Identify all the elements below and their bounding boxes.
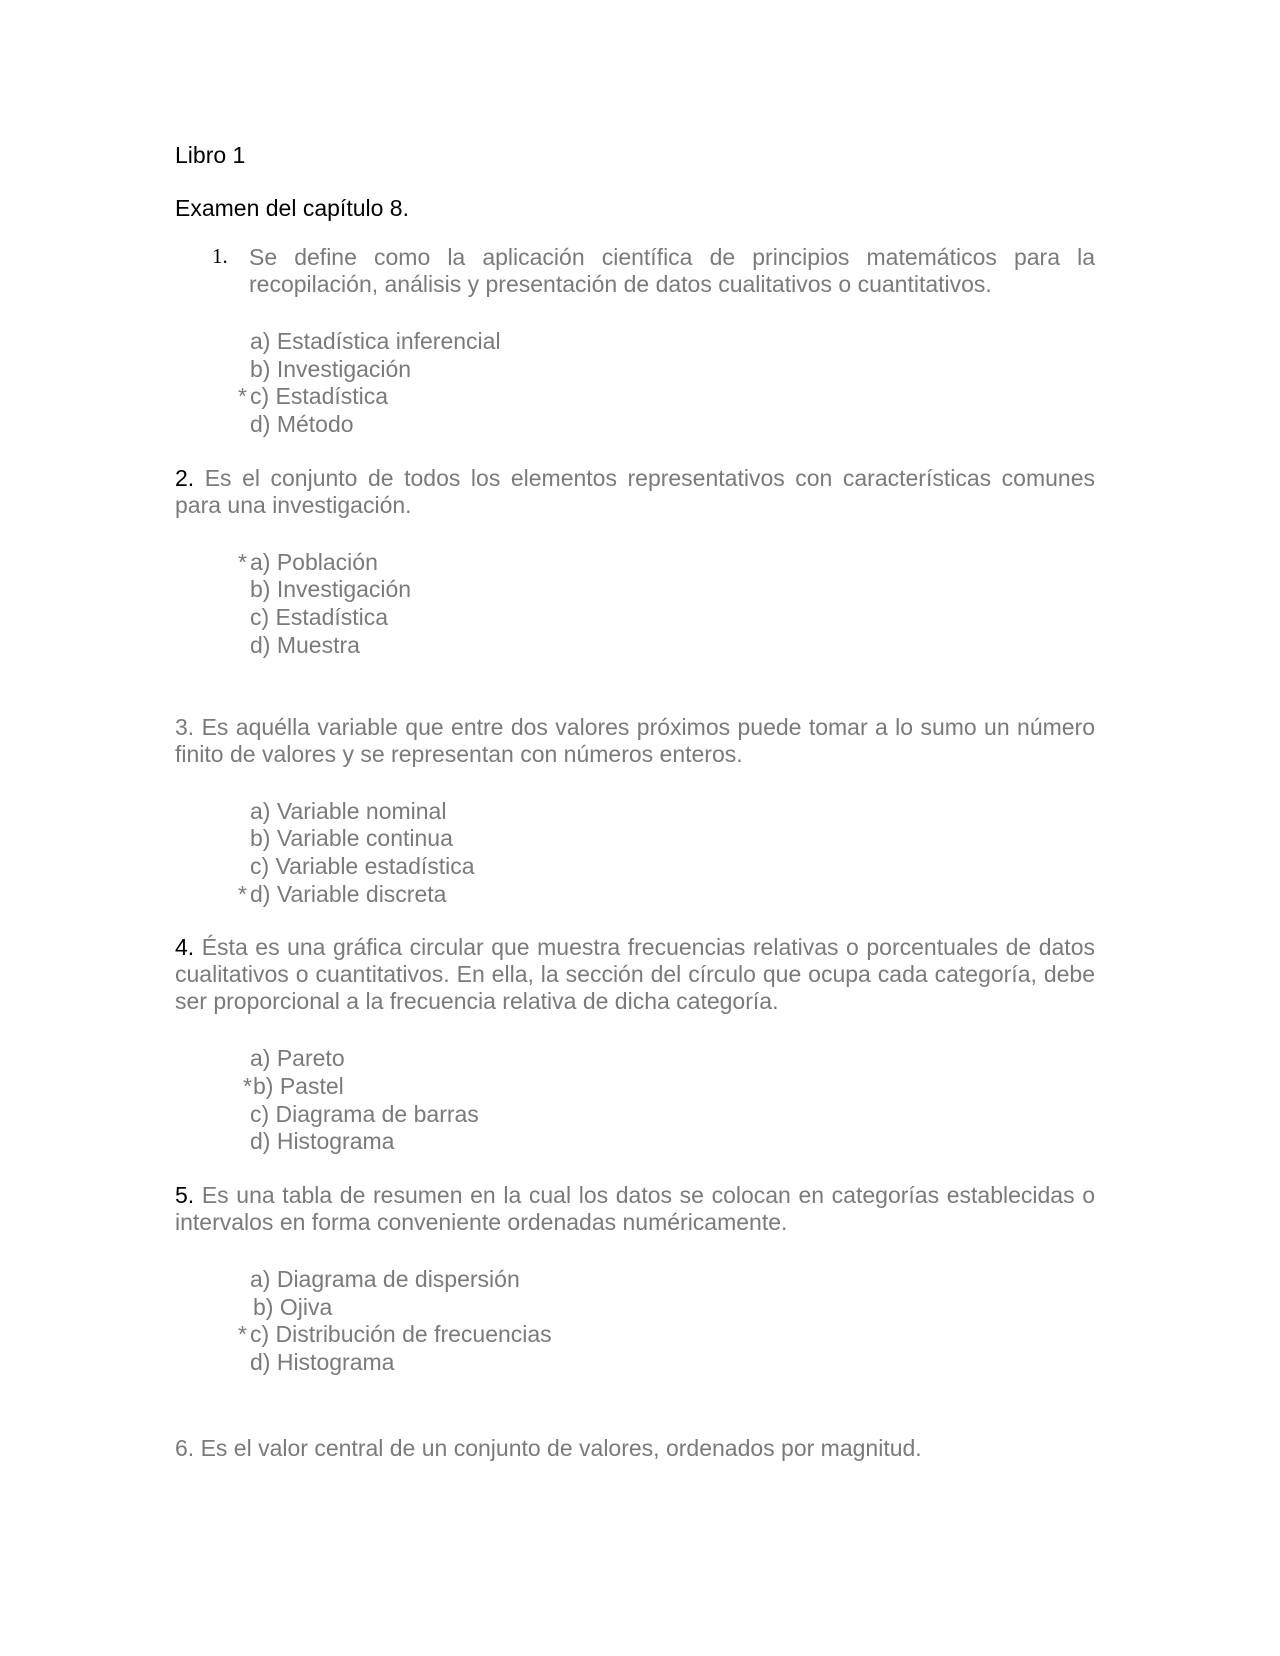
answer-option: b) Ojiva xyxy=(253,1293,333,1320)
answer-option: d) Muestra xyxy=(250,631,360,658)
question-text: Es aquélla variable que entre dos valores próximos puede tomar a lo sumo un número finito de valores y se representan con números enteros. xyxy=(175,713,1096,767)
correct-marker: * xyxy=(238,383,247,410)
question-5 xyxy=(175,1182,1095,1236)
answer-options xyxy=(175,1266,1095,1377)
document-page xyxy=(175,140,1095,1462)
answer-option: a) Variable nominal xyxy=(250,797,447,824)
question-text: Es el valor central de un conjunto de valores, ordenados por magnitud. xyxy=(200,1434,922,1461)
question-text: Se define como la aplicación científica de principios matemáticos para la recopilación, análisis y presentación de datos cualitativos o cuantitativos. xyxy=(249,244,1095,297)
question-text: Es una tabla de resumen en la cual los datos se colocan en categorías establecidas o intervalos en forma conveniente ordenadas numéricamente. xyxy=(175,1182,1095,1235)
question-number: 4. xyxy=(175,934,195,961)
question-1 xyxy=(212,244,1095,298)
answer-option-correct: * a) Población xyxy=(238,548,378,575)
answer-options xyxy=(175,798,1095,909)
answer-option: d) Histograma xyxy=(250,1349,395,1376)
question-2 xyxy=(175,465,1095,519)
correct-marker: * xyxy=(238,548,247,575)
answer-option: b) Investigación xyxy=(250,355,412,382)
answer-option: a) Diagrama de dispersión xyxy=(250,1266,520,1292)
answer-option: d) Histograma xyxy=(250,1128,395,1155)
question-text: Ésta es una gráfica circular que muestra frecuencias relativas o porcentuales de datos cualitativos o cuantitativos. En ella, la sección del círculo que ocupa cada categoría, debe ser proporcional a la frecuencia relativa de dicha categoría. xyxy=(175,934,1095,1015)
question-number: 2. xyxy=(175,464,195,491)
answer-option: c) Diagrama de barras xyxy=(250,1100,479,1127)
answer-option: c) Estadística xyxy=(250,604,389,631)
document-subtitle: Examen del capítulo 8. xyxy=(175,195,409,221)
answer-option: c) Variable estadística xyxy=(250,852,475,879)
question-text: Es el conjunto de todos los elementos representativos con características comunes para una investigación. xyxy=(175,464,1095,518)
answer-option: a) Estadística inferencial xyxy=(250,328,501,354)
answer-option-correct: * b) Pastel xyxy=(243,1072,344,1099)
answer-option: b) Investigación xyxy=(250,576,412,603)
answer-option: a) Pareto xyxy=(250,1045,345,1072)
question-number: 5. xyxy=(175,1182,195,1208)
answer-option: b) Variable continua xyxy=(250,825,453,852)
correct-marker: * xyxy=(238,1321,247,1348)
answer-option-correct: * d) Variable discreta xyxy=(238,880,447,907)
question-number: 1. xyxy=(212,244,228,268)
correct-marker: * xyxy=(238,880,247,907)
answer-options xyxy=(175,328,1095,439)
question-3 xyxy=(175,714,1095,768)
question-4 xyxy=(175,934,1095,1015)
answer-options xyxy=(175,549,1095,660)
correct-marker: * xyxy=(243,1072,252,1099)
answer-options xyxy=(175,1045,1095,1156)
question-6 xyxy=(175,1435,1095,1462)
question-number: 6. xyxy=(175,1434,195,1461)
question-number: 3. xyxy=(175,713,195,740)
answer-option-correct: * c) Distribución de frecuencias xyxy=(238,1321,552,1348)
answer-option: d) Método xyxy=(250,411,354,438)
answer-option-correct: * c) Estadística xyxy=(238,383,389,410)
document-title: Libro 1 xyxy=(175,142,246,168)
